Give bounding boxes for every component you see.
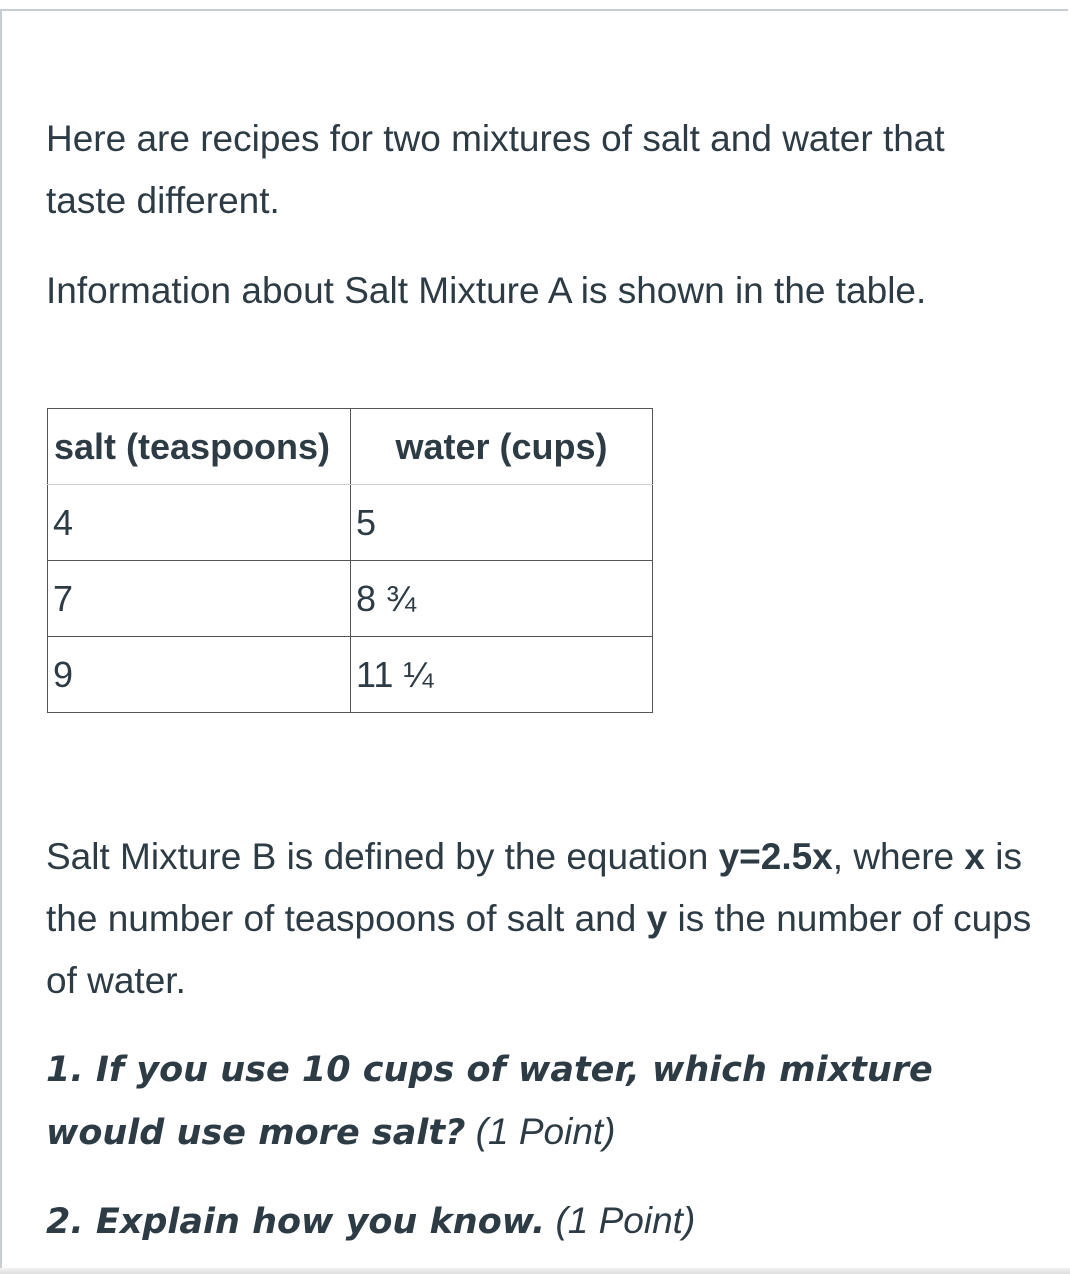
question-1-points: (1 Point) bbox=[465, 1111, 616, 1152]
table-cell-salt: 7 bbox=[48, 561, 351, 637]
header-salt: salt (teaspoons) bbox=[48, 409, 351, 485]
table-cell-salt: 9 bbox=[48, 637, 351, 713]
table-row bbox=[48, 637, 653, 713]
mixture-b-text-2: , where bbox=[832, 836, 965, 877]
table-cell-salt: 4 bbox=[48, 485, 351, 561]
question-1 bbox=[46, 1038, 946, 1164]
table-row bbox=[48, 485, 653, 561]
mixture-b-text-3: is the number of teaspoons of salt and bbox=[46, 836, 1022, 939]
table-header-row bbox=[48, 409, 653, 485]
salt-mixture-a-table bbox=[47, 408, 653, 713]
question-2 bbox=[46, 1190, 946, 1253]
question-2-points: (1 Point) bbox=[545, 1200, 696, 1241]
question-1-text: 1. If you use 10 cups of water, which mixture would use more salt? bbox=[46, 1050, 933, 1153]
equation: y=2.5x bbox=[718, 836, 833, 877]
variable-y: y bbox=[646, 898, 668, 939]
mixture-b-text bbox=[46, 826, 1046, 1012]
mixture-b-text-1: Salt Mixture B is defined by the equation bbox=[46, 836, 719, 877]
table-cell-water: 5 bbox=[351, 485, 653, 561]
mixture-b-text-4: is the number of cups of water. bbox=[46, 898, 1032, 1001]
info-text: Information about Salt Mixture A is shown in the table. bbox=[46, 270, 927, 311]
header-water: water (cups) bbox=[351, 409, 653, 485]
frame-bottom-edge bbox=[0, 1268, 1070, 1274]
table-cell-water: 8 ¾ bbox=[351, 561, 653, 637]
intro-text: Here are recipes for two mixtures of salt and water that taste different. bbox=[46, 118, 945, 221]
table-cell-water: 11 ¼ bbox=[351, 637, 653, 713]
table-row bbox=[48, 561, 653, 637]
variable-x: x bbox=[964, 836, 985, 877]
question-2-text: 2. Explain how you know. bbox=[46, 1202, 546, 1242]
